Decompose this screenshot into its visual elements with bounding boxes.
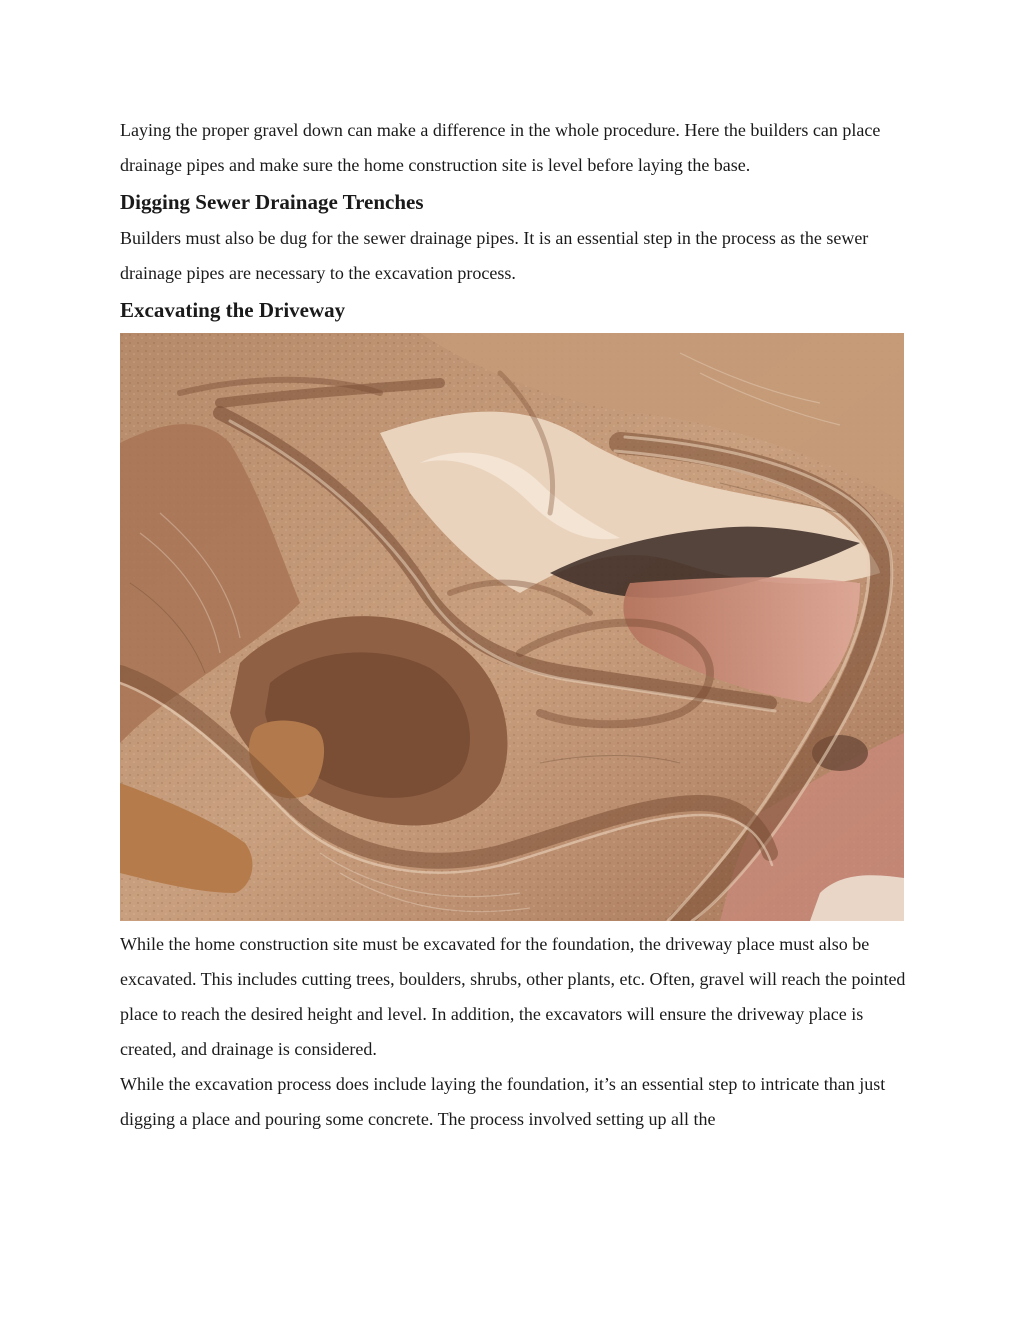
paragraph-driveway: While the home construction site must be excavated for the foundation, the driveway place must also be excavated. This includes cutting trees, boulders, shrubs, other plants, etc. Often, gravel will reach the pointed place to reach the desired height and level. In addition, the excavators will ensure the driveway place is created, and drainage is considered. xyxy=(120,934,906,1059)
excavation-site-illustration xyxy=(120,333,904,921)
excavation-site-photo xyxy=(120,333,904,921)
paragraph-foundation: While the excavation process does include laying the foundation, it’s an essential step to intricate than just digging a place and pouring some concrete. The process involved setting up all the xyxy=(120,1074,886,1129)
paragraph-sewer: Builders must also be dug for the sewer drainage pipes. It is an essential step in the process as the sewer drainage pipes are necessary to the excavation process. xyxy=(120,228,869,283)
document-page xyxy=(120,113,910,1137)
paragraph-gravel: Laying the proper gravel down can make a difference in the whole procedure. Here the builders can place drainage pipes and make sure the home construction site is level before laying the base. xyxy=(120,120,881,175)
heading-sewer-trenches: Digging Sewer Drainage Trenches xyxy=(120,190,424,214)
heading-excavating-driveway: Excavating the Driveway xyxy=(120,298,346,322)
